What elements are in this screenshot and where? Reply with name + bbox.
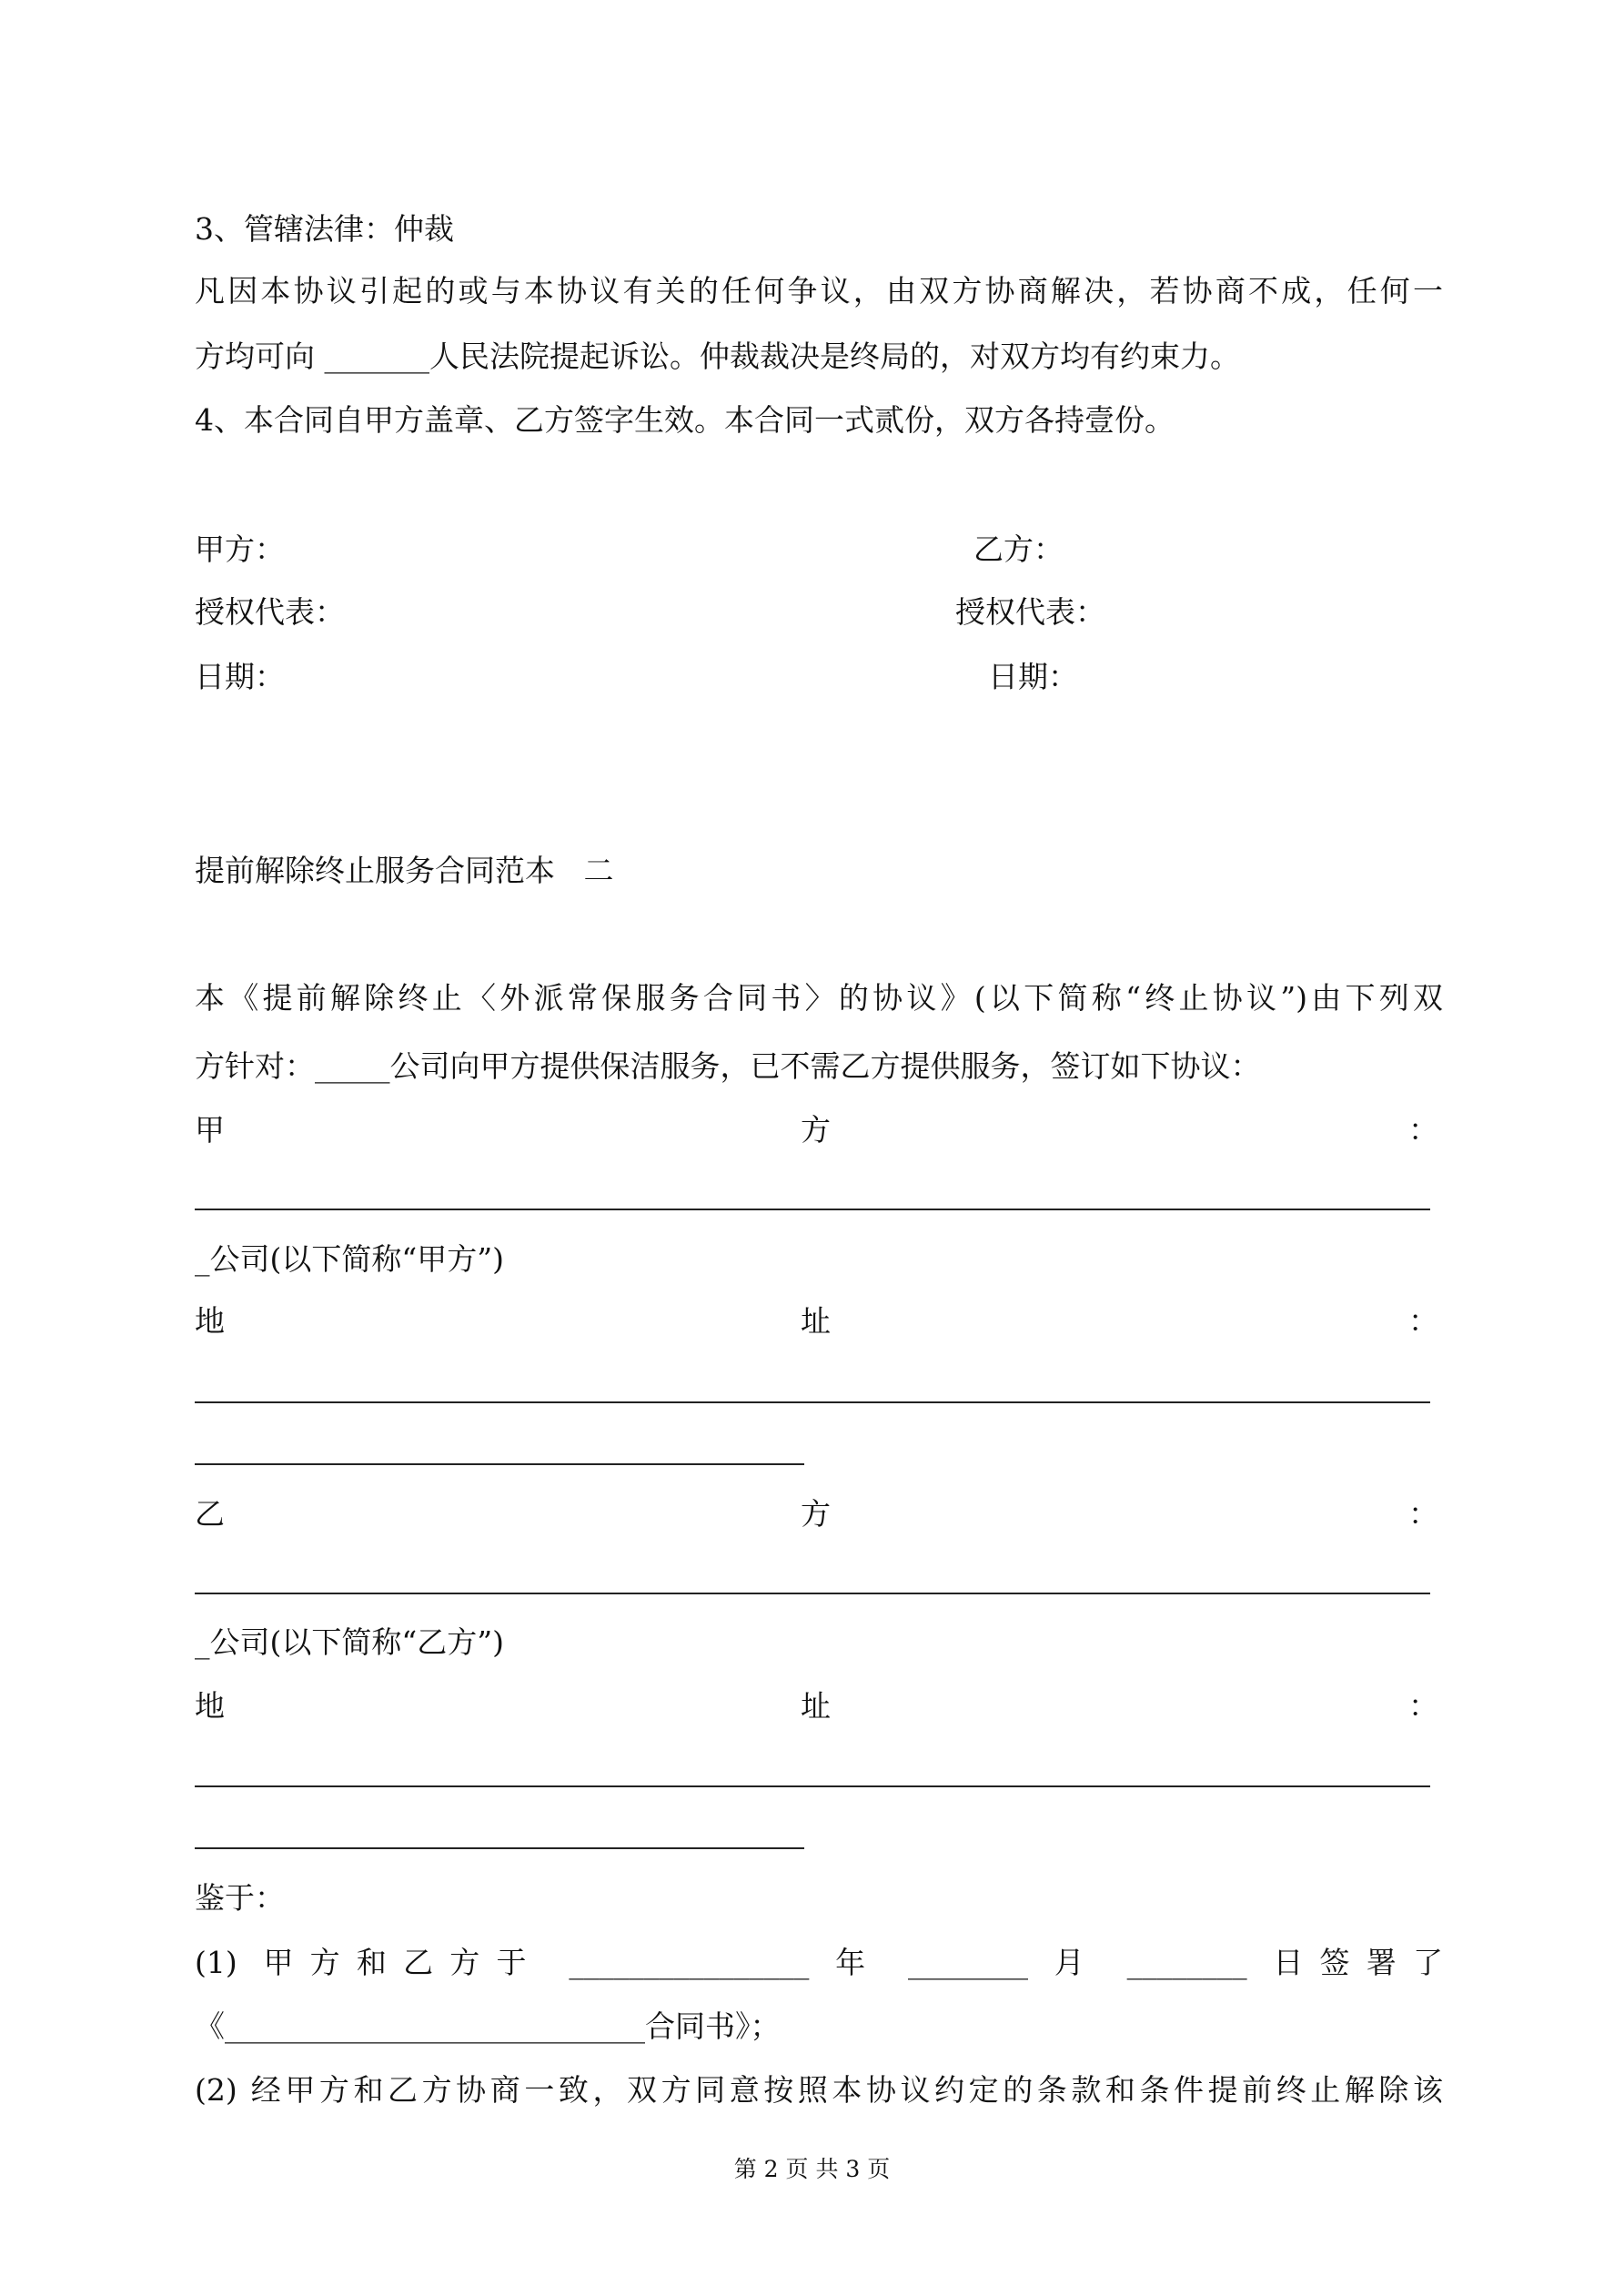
- item2-line1: (2) 经甲方和乙方协商一致，双方同意按照本协议约定的条款和条件提前终止解除该: [195, 2072, 1443, 2108]
- section2-title: 提前解除终止服务合同范本 二: [195, 853, 614, 888]
- rep-a-label: 授权代表：: [195, 594, 345, 630]
- addr-a-underline-2: [195, 1463, 804, 1465]
- addr-a-char1: 地: [195, 1303, 225, 1339]
- party-b-signature-label: 乙方：: [973, 531, 1064, 567]
- party-b-colon: ：: [1408, 1496, 1438, 1532]
- intro-line2: 方针对：_____公司向甲方提供保洁服务，已不需乙方提供服务，签订如下协议：: [195, 1048, 1261, 1084]
- clause3-body-line1: 凡因本协议引起的或与本协议有关的任何争议，由双方协商解决，若协商不成，任何一: [195, 273, 1443, 308]
- clause4-text: 4、本合同自甲方盖章、乙方签字生效。本合同一式贰份，双方各持壹份。: [195, 402, 1175, 438]
- whereas-heading: 鉴于：: [195, 1880, 285, 1916]
- addr-a-underline-1: [195, 1401, 1430, 1403]
- rep-b-label: 授权代表：: [955, 594, 1105, 630]
- party-a-char1: 甲: [195, 1112, 225, 1148]
- party-b-alias: _公司(以下简称“乙方”): [195, 1624, 504, 1660]
- addr-b-char1: 地: [195, 1688, 225, 1724]
- intro-line1: 本《提前解除终止〈外派常保服务合同书〉的协议》(以下简称“终止协议”)由下列双: [195, 980, 1443, 1016]
- party-a-colon: ：: [1408, 1112, 1438, 1148]
- party-a-underline: [195, 1209, 1430, 1210]
- item1-line1: (1) 甲方和乙方于 ________________ 年 ________ 月 ________ 日签署了: [195, 1945, 1443, 1980]
- addr-b-colon: ：: [1408, 1688, 1438, 1724]
- date-a-label: 日期：: [195, 659, 285, 694]
- party-a-char2: 方: [801, 1112, 831, 1148]
- clause3-heading: 3、管辖法律：仲裁: [195, 211, 454, 247]
- item1-line2: 《____________________________合同书》；: [195, 2008, 781, 2044]
- page-number: 第 2 页 共 3 页: [733, 2156, 891, 2182]
- addr-a-char2: 址: [801, 1303, 831, 1339]
- party-a-signature-label: 甲方：: [195, 531, 285, 567]
- clause3-body-line2: 方均可向 _______人民法院提起诉讼。仲裁裁决是终局的，对双方均有约束力。: [195, 339, 1240, 374]
- date-b-label: 日期：: [988, 659, 1078, 694]
- addr-a-colon: ：: [1408, 1303, 1438, 1339]
- addr-b-char2: 址: [801, 1688, 831, 1724]
- addr-b-underline-2: [195, 1847, 804, 1849]
- party-a-alias: _公司(以下简称“甲方”): [195, 1241, 504, 1277]
- party-b-char1: 乙: [195, 1496, 225, 1532]
- party-b-char2: 方: [801, 1496, 831, 1532]
- addr-b-underline-1: [195, 1785, 1430, 1787]
- party-b-underline: [195, 1593, 1430, 1594]
